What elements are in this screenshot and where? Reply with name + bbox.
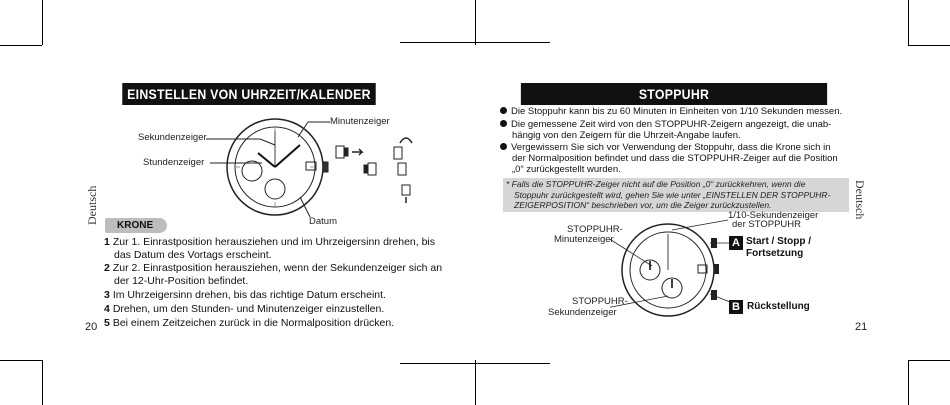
step-3 (104, 289, 449, 302)
crown-label: KRONE (105, 218, 167, 233)
bullet-3: Vergewissern Sie sich vor Verwendung der Stoppuhr, dass die Krone sich in (500, 142, 850, 154)
step-number: 1 (104, 236, 110, 248)
button-a-label-line2: Fortsetzung (746, 248, 804, 259)
left-side-language-label: Deutsch (85, 185, 99, 225)
bullet-1: Die Stoppuhr kann bis zu 60 Minuten in Einheiten von 1/10 Sekunden messen. (500, 106, 850, 118)
stopwatch-minute-hand-callout-line2: Minutenzeiger (554, 234, 614, 245)
note-line-2: Stoppuhr zurückgestellt wird, gehen Sie wie unter „EINSTELLEN DER STOPPUHR- (514, 189, 831, 200)
hour-hand-callout: Stundenzeiger (143, 157, 205, 168)
step-text: Drehen, um den Stunden- und Minutenzeiger einzustellen. (112, 303, 385, 315)
stopwatch-minute-hand-callout-line1: STOPPUHR- (567, 224, 623, 235)
left-page-number: 20 (85, 321, 98, 333)
button-a-label-line1: Start / Stopp / (746, 236, 811, 247)
stopwatch-second-hand-callout-line1: STOPPUHR- (572, 296, 628, 307)
watch-diagram-left (200, 115, 450, 225)
bullet-dot (500, 143, 507, 150)
step-number: 2 (104, 262, 110, 274)
right-side-language-label: Deutsch (853, 180, 867, 220)
bullet-3-line3: „0“ zurückgestellt wurden. (512, 164, 621, 175)
step-2 (104, 262, 449, 275)
seconds-hand-callout: Sekundenzeiger (138, 132, 207, 143)
button-b-badge: B (729, 300, 743, 314)
note-line-1: * Falls die STOPPUHR-Zeiger nicht auf die Position „0“ zurückkehren, wenn die (506, 179, 806, 189)
step-1-continuation: das Datum des Vortags erscheint. (114, 249, 272, 261)
bullet-dot (500, 120, 507, 127)
note-box (503, 178, 849, 212)
tenth-second-hand-callout-line2: der STOPPUHR (732, 219, 801, 230)
step-1 (104, 236, 449, 249)
bullet-3-line2: der Normalposition befindet und dass die STOPPUHR-Zeiger auf die Position (512, 153, 838, 164)
right-page-title: STOPPUHR (521, 83, 827, 105)
bullet-2-line2: hängig von den Zeigern für die Uhrzeit-Angabe laufen. (512, 130, 741, 141)
step-text: Zur 1. Einrastposition herausziehen und im Uhrzeigersinn drehen, bis (112, 236, 436, 248)
button-b-label: Rückstellung (747, 301, 810, 312)
minute-hand-callout: Minutenzeiger (330, 116, 390, 127)
date-callout: Datum (309, 216, 337, 227)
step-number: 3 (104, 289, 110, 301)
stopwatch-second-hand-callout-line2: Sekundenzeiger (548, 307, 617, 318)
bullet-2: Die gemessene Zeit wird von den STOPPUHR-Zeigern angezeigt, die unab- (500, 119, 850, 131)
button-a-badge: A (729, 236, 743, 250)
watch-diagram-right (610, 218, 735, 318)
tenth-second-hand-callout-line1: 1/10-Sekundenzeiger (728, 210, 819, 221)
step-number: 5 (104, 317, 110, 329)
step-number: 4 (104, 303, 110, 315)
step-5 (104, 317, 449, 330)
step-text: Im Uhrzeigersinn drehen, bis das richtige Datum erscheint. (112, 289, 386, 301)
step-text: Zur 2. Einrastposition herausziehen, wenn der Sekundenzeiger sich an (112, 262, 443, 274)
right-page-number: 21 (855, 321, 868, 333)
bullet-dot (500, 107, 507, 114)
note-line-3: ZEIGERPOSITION“ beschrieben vor, um die Zeiger zurückzustellen. (514, 200, 772, 210)
step-text: Bei einem Zeitzeichen zurück in die Normalposition drücken. (112, 317, 395, 329)
step-2-continuation: der 12-Uhr-Position befindet. (114, 275, 249, 287)
left-page-title: EINSTELLEN VON UHRZEIT/KALENDER (122, 83, 375, 105)
step-4 (104, 303, 449, 316)
